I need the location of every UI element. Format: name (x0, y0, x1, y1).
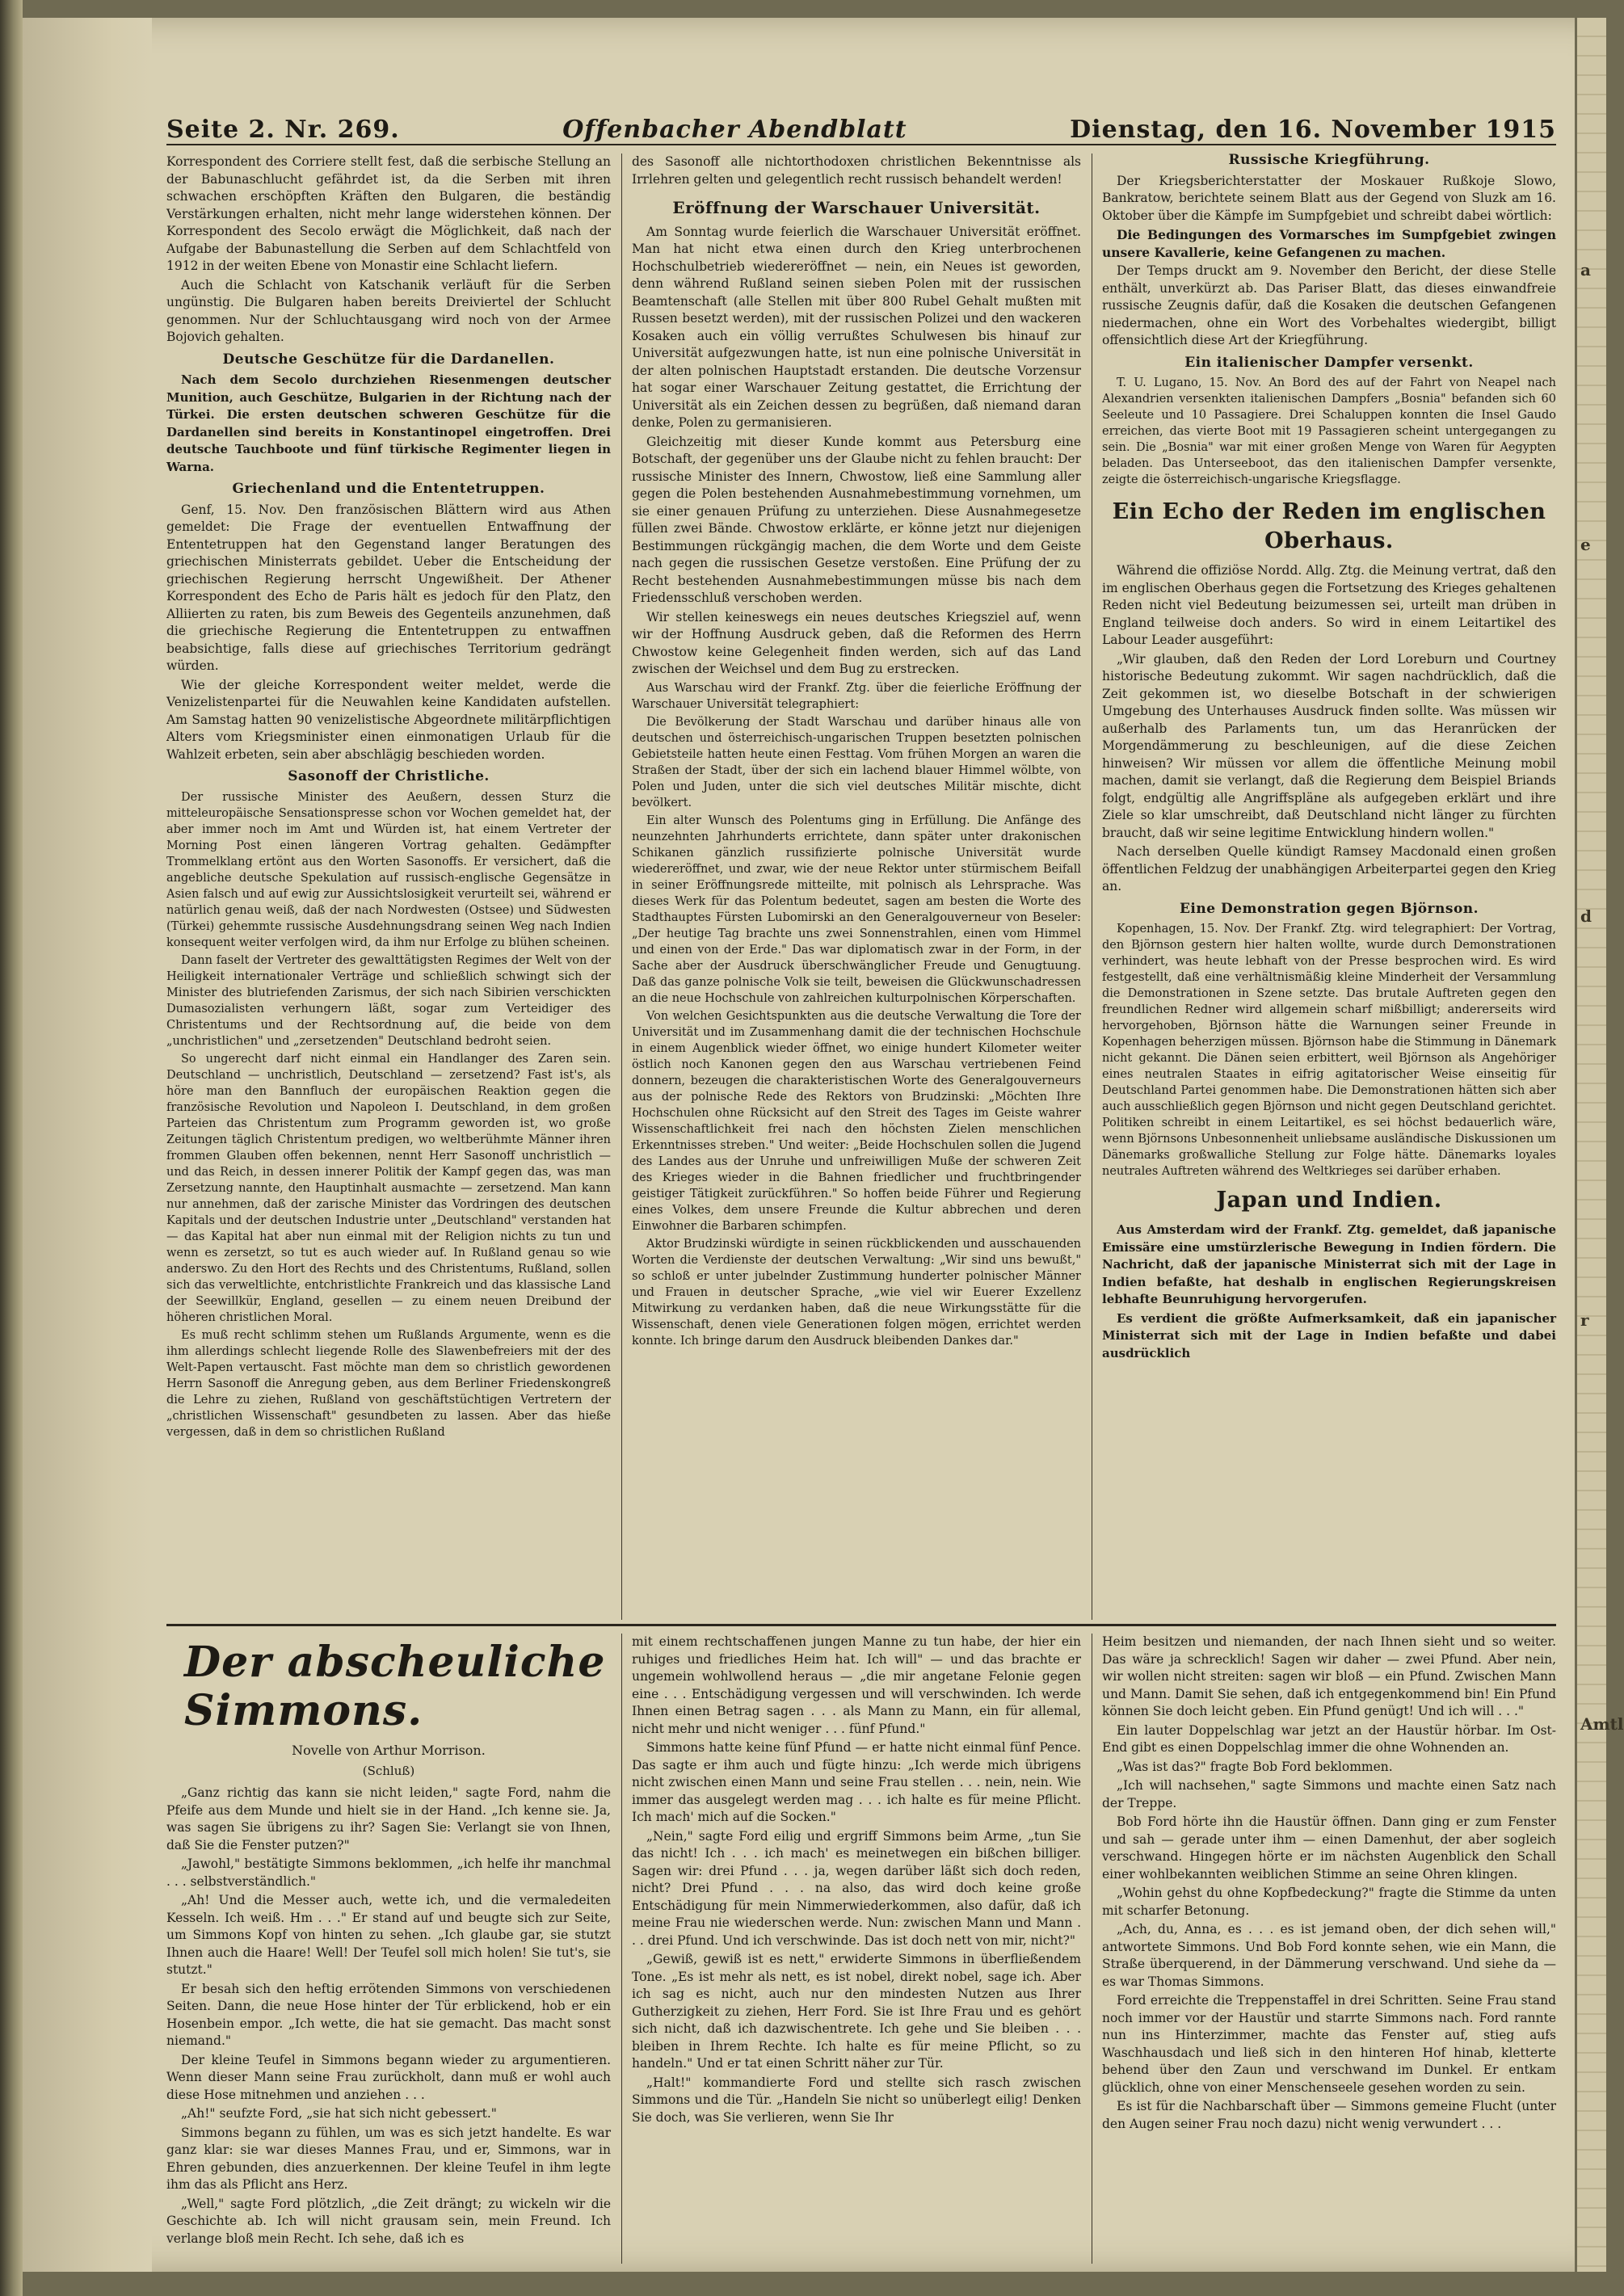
adjacent-page-edge (1575, 18, 1624, 2272)
story-title: Der abscheuliche Simmons. (184, 1638, 606, 1735)
story-paragraph: Heim besitzen und niemanden, der nach Ihnen sieht und so weiter. Das wäre ja schrecklich! Sagen wir daher — zwei Pfund. Aber nein, wir wollen nicht streiten: sagen wir bloß — ein Pfund. Zwischen Mann und Mann. Damit Sie sehen, daß ich entgegenkommend bin! Ein Pfund können Sie doch leicht geben. Ein Pfund genügt! Und ich will . . ." (1102, 1634, 1556, 1718)
story-column-2 (632, 1634, 1081, 2264)
story-paragraph: „Halt!" kommandierte Ford und stellte sich rasch zwischen Simmons und die Tür. „Handeln Sie nicht so unüberlegt eilig! Denken Sie doch, was Sie verlieren, wenn Sie Ihr (632, 2075, 1081, 2125)
story-paragraph: Ford erreichte die Treppenstaffel in drei Schritten. Seine Frau stand noch immer vor der Haustür und starrte Simmons nach. Ford rannte nun ins Hinterzimmer, machte das Fenster auf, stieg aufs Waschhausdach und ließ sich in den hinteren Hof hinab, kletterte behend über den Zaun und verschwand im Dunkel. Er entkam glücklich, ohne von einer Menschenseele gesehen worden zu sein. (1102, 1993, 1556, 2095)
paragraph: Aktor Brudzinski würdigte in seinen rückblickenden und ausschauenden Worten die Verdienste der deutschen Verwaltung: „Wir sind uns bewußt," so schloß er unter jubelnder Zustimmung hunderter polnischer Männer und Frauen in deutscher Sprache, „wie viel wir Euerer Exzellenz Mitwirkung zu verdanken haben, daß die neue Wirkungsstätte für die Wissenschaft, denen viele Generationen folgen mögen, errichtet werden konnte. Ich bringe darum den Ausdruck bleibenden Dankes dar." (632, 1237, 1081, 1348)
article-heading: Eine Demonstration gegen Björnson. (1179, 900, 1479, 917)
column-rule (621, 1634, 622, 2264)
story-paragraph: „Jawohl," bestätigte Simmons beklommen, „ich helfe ihr manchmal . . . selbstverständlich." (166, 1857, 611, 1889)
paragraph: Der Kriegsberichterstatter der Moskauer Rußkoje Slowo, Bankratow, berichtete seinem Blatt aus der Gegend von Sluzk am 16. Oktober über die Kämpfe im Sumpfgebiet und schreibt dabei wörtlich: (1102, 173, 1556, 223)
story-paragraph: „Wohin gehst du ohne Kopfbedeckung?" fragte die Stimme da unten mit scharfer Betonung. (1102, 1886, 1556, 1918)
article-heading: Sasonoff der Christliche. (288, 768, 490, 784)
edge-letter: a (1580, 260, 1591, 280)
article-heading: Russische Kriegführung. (1228, 152, 1430, 168)
story-paragraph: Er besah sich den heftig errötenden Simmons von verschiedenen Seiten. Dann, die neue Hose hinter der Tür erblickend, hob er ein Hosenbein empor. „Ich wette, die hat sie gemacht. Das macht sonst niemand." (166, 1981, 611, 2048)
paragraph: des Sasonoff alle nichtorthodoxen christlichen Bekenntnisse als Irrlehren gelten und gelegentlich recht russisch behandelt werden! (632, 154, 1081, 187)
story-paragraph: „Ah! Und die Messer auch, wette ich, und die vermaledeiten Kesseln. Ich weiß. Hm . . ." Er stand auf und beugte sich zur Seite, um Simmons Kopf von hinten zu sehen. „Ich glaube gar, sie stutzt Ihnen auch die Haare! Well! Der Teufel soll mich holen! Sie tut's, sie stutzt." (166, 1893, 611, 1977)
story-continuation-note: (Schluß) (362, 1763, 415, 1778)
paragraph: Nach derselben Quelle kündigt Ramsey Macdonald einen großen öffentlichen Feldzug der unabhängigen Arbeiterpartei gegen den Krieg an. (1102, 844, 1556, 894)
paragraph: Genf, 15. Nov. Den französischen Blättern wird aus Athen gemeldet: Die Frage der eventuellen Entwaffnung der Ententetruppen hat den Gegenstand langer Beratungen des griechischen Ministerrats gebildet. Ueber die Entscheidung der griechischen Regierung herrscht Ungewißheit. Der Athener Korrespondent des Echo de Paris hält es jedoch für den Platz, den Alliierten zu raten, bis zum Beweis des Gegenteils anzunehmen, daß die griechische Regierung die Ententetruppen zu entwaffnen beabsichtige, falls diese auf griechisches Territorium gedrängt würden. (166, 502, 611, 673)
binding-spine (23, 18, 152, 2272)
article-heading: Japan und Indien. (1216, 1188, 1442, 1213)
article-heading: Deutsche Geschütze für die Dardanellen. (222, 351, 555, 368)
paragraph: Nach dem Secolo durchziehen Riesenmengen deutscher Munition, auch Geschütze, Bulgarien in der Richtung nach der Türkei. Die ersten deutschen schweren Geschütze für die Dardanellen sind bereits in Konstantinopel eingetroffen. Drei deutsche Tauchboote und fünf türkische Regimenter liegen in Warna. (166, 372, 611, 474)
paragraph: Es verdient die größte Aufmerksamkeit, daß ein japanischer Ministerrat sich mit der Lage in Indien befaßte und dabei ausdrücklich (1102, 1310, 1556, 1360)
paragraph: Gleichzeitig mit dieser Kunde kommt aus Petersburg eine Botschaft, der gegenüber uns der Glaube nicht zu fehlen braucht: Der russische Minister des Innern, Chwostow, ließ eine Sammlung aller gegen die Polen bestehenden Ausnahmebestimmung vornehmen, um sie einer genauen Prüfung zu unterziehen. Diese Ausnahmegesetze füllen zwei Bände. Chwostow erklärte, er könne jetzt nur diejenigen Bestimmungen rückgängig machen, die dem Worte und dem Geiste nach gegen die russischen Gesetze verstoßen. Eine Prüfung der zu Recht bestehenden Ausnahmebestimmungen müsse bis nach dem Friedensschluß verschoben werden. (632, 434, 1081, 605)
column-1 (166, 153, 611, 1616)
story-paragraph: „Ich will nachsehen," sagte Simmons und machte einen Satz nach der Treppe. (1102, 1778, 1556, 1810)
paragraph: Wie der gleiche Korrespondent weiter meldet, werde die Venizelistenpartei für die Neuwahlen keine Kandidaten aufstellen. Am Samstag hatten 90 venizelistische Abgeordnete militärpflichtigen Alters vom Kriegsminister einen einmonatigen Urlaub für die Wahlzeit erbeten, sein aber abschlägig beschieden worden. (166, 677, 611, 762)
paragraph: Es muß recht schlimm stehen um Rußlands Argumente, wenn es die ihm allerdings schlecht liegende Rolle des Slawenbefreiers mit der des Welt-Papen vertauscht. Fast möchte man dem so christlich gewordenen Herrn Sasonoff die Anregung geben, aus dem Berliner Friedenskongreß die Lehre zu ziehen, Rußland von geschäftstüchtigen Vertretern der „christlichen Wissenschaft" gesundbeten zu lassen. Aber das hieße vergessen, daß in dem so christlichen Rußland (166, 1328, 611, 1439)
page-header (166, 95, 1556, 145)
story-paragraph: „Nein," sagte Ford eilig und ergriff Simmons beim Arme, „tun Sie das nicht! Ich . . . ich mach' es meinetwegen ein bißchen billiger. Sagen wir: drei Pfund . . . ja, wegen darüber läßt sich doch reden, nicht? Drei Pfund . . . na also, das wird doch keine große Entschädigung für mein Nimmerwiederkommen, also dafür, daß ich meine Frau nie wiederschen werde. Nun: zwischen Mann und Mann . . . drei Pfund. Und ich verschwinde. Das ist doch nett von mir, nicht?" (632, 1828, 1081, 1948)
paragraph: Der Temps druckt am 9. November den Bericht, der diese Stelle enthält, unverkürzt ab. Das Pariser Blatt, das dieses einwandfreie russische Zeugnis dafür, daß die Kosaken die deutschen Gefangenen niedermachen, ohne ein Wort des Vorbehaltes wiedergibt, billigt offensichtlich diese Art der Kriegführung. (1102, 263, 1556, 347)
edge-letter: Amtl (1580, 1714, 1624, 1734)
story-column-1 (166, 1634, 611, 2264)
issue-date: Dienstag, den 16. November 1915 (1070, 116, 1556, 144)
story-byline: Novelle von Arthur Morrison. (292, 1743, 486, 1758)
edge-letter: r (1580, 1310, 1589, 1330)
story-paragraph: „Gewiß, gewiß ist es nett," erwiderte Simmons in überfließendem Tone. „Es ist mehr als nett, es ist nobel, direkt nobel, sage ich. Aber ich sag es nicht, auch nur den mindesten Nutzen aus Ihrer Gutherzigkeit zu ziehen, Herr Ford. Sie ist Ihre Frau und es gehört sich nicht, daß ich dazwischentrete. Ich gehe und Sie bleiben . . . bleiben in Ihrem Rechte. Ich halte es für meine Pflicht, so zu handeln." Und er tat einen Schritt näher zur Tür. (632, 1952, 1081, 2071)
article-heading: Ein italienischer Dampfer versenkt. (1184, 354, 1474, 371)
paragraph: Kopenhagen, 15. Nov. Der Frankf. Ztg. wird telegraphiert: Der Vortrag, den Björnson gestern hier halten wollte, wurde durch Demonstrationen verhindert, was heute lebhaft von der Presse besprochen wird. Es wird festgestellt, daß eine verhältnismäßig kleine Minderheit der Versammlung die Demonstrationen in Szene setzte. Das brutale Auftreten gegen den freundlichen Redner wird allgemein scharf mißbilligt; andererseits wird hervorgehoben, Björnson hätte die Warnungen seiner Freunde in Kopenhagen beherzigen müssen. Björnson habe die Stimmung in Dänemark nicht gekannt. Die Dänen seien erbittert, weil Björnson als Angehöriger eines neutralen Staates in eifrig agitatorischer Weise einseitig für Deutschland Partei genommen habe. Die Demonstrationen hätten sich aber auch ausschließlich gegen Björnson und nicht gegen Deutschland gerichtet. Politiken schreibt in einem Leitartikel, es sei höchst bedauerlich wäre, wenn Björnsons Unbesonnenheit unliebsame ausländische Diskussionen um Dänemarks großwalliche Stellung zur Folge hätte. Dänemarks loyales neutrales Auftreten während des Weltkrieges sei darüber erhaben. (1102, 923, 1556, 1178)
story-paragraph: „Ah!" seufzte Ford, „sie hat sich nicht gebessert." (181, 2106, 497, 2121)
paragraph: Dann faselt der Vertreter des gewalttätigsten Regimes der Welt von der Heiligkeit internationaler Verträge und schließlich schwingt sich der Minister des blutriefenden Zarismus, der sich nach Sibirien verschickten Dumasozialisten verhungern läßt, sogar zum Verteidiger des Christentums und der Rechtsordnung auf, die beide von dem „unchristlichen" und „zersetzenden" Deutschland bedroht seien. (166, 953, 611, 1048)
column-3 (1102, 147, 1556, 1609)
paragraph: Aus Warschau wird der Frankf. Ztg. über die feierliche Eröffnung der Warschauer Universität telegraphiert: (632, 681, 1081, 711)
article-heading: Ein Echo der Reden im englischen Oberhaus. (1112, 499, 1546, 553)
paragraph: Am Sonntag wurde feierlich die Warschauer Universität eröffnet. Man hat nicht etwa einen durch den Krieg unterbrochenen Hochschulbetrieb wiedereröffnet — nein, ein Neues ist geworden, denn während Rußland seinen sieben Polen mit der russischen Beamtenschaft (alle Stellen mit über 800 Rubel Gehalt mußten mit Russen besetzt werden), mit der russischen Polizei und den wackeren Kosaken auch ein völlig verrußtes Schulwesen bis hinauf zur Universität aufgezwungen hatte, ist nun eine polnische Universität in der alten polnischen Hauptstadt erstanden. Die deutsche Vorzensur hat sogar einer Warschauer Zeitung gestattet, die Errichtung der Universität als ein Zeichen dessen zu begrüßen, daß niemand daran denke, Polen zu germanisieren. (632, 224, 1081, 430)
story-paragraph: „Ach, du, Anna, es . . . es ist jemand oben, der dich sehen will," antwortete Simmons. Und Bob Ford konnte sehen, wie ein Mann, die Straße überquerend, in der Dämmerung verschwand. Und siehe da — es war Thomas Simmons. (1102, 1922, 1556, 1989)
story-paragraph: Bob Ford hörte ihn die Haustür öffnen. Dann ging er zum Fenster und sah — gerade unter ihm — einen Damenhut, der aber sogleich verschwand. Hingegen hörte er im nächsten Augenblick den Schall einer wohlbekannten weiblichen Stimme an seine Ohren klingen. (1102, 1815, 1556, 1882)
paragraph: Die Bevölkerung der Stadt Warschau und darüber hinaus alle von deutschen und österreichisch-ungarischen Truppen besetzten polnischen Gebietsteile hatten heute einen Festtag. Vom frühen Morgen an waren die Straßen der Stadt, über der sich ein lachend blauer Himmel wölbte, von Polen und Juden, unter die sich viel deutsches Militär mischte, dicht bevölkert. (632, 715, 1081, 809)
scan-border (0, 0, 23, 2296)
story-paragraph: Es ist für die Nachbarschaft über — Simmons gemeine Flucht (unter den Augen seiner Frau noch dazu) nicht wenig verwundert . . . (1102, 2099, 1556, 2131)
column-rule (621, 153, 622, 1620)
paragraph: Auch die Schlacht von Katschanik verläuft für die Serben ungünstig. Die Bulgaren haben bereits Dreiviertel der Schlucht genommen. Nur der Schluchtausgang wird noch von der Armee Bojovich gehalten. (166, 277, 611, 344)
paragraph: So ungerecht darf nicht einmal ein Handlanger des Zaren sein. Deutschland — unchristlich, Deutschland — zersetzend? Fast ist's, als höre man den Bannfluch der europäischen Reaktion gegen die französische Revolution und Napoleon I. Deutschland, in dem großen Parteien das Christentum zum Programm geworden ist, wo große Zeitungen täglich Christentum predigen, wo weltberühmte Männer ihren frommen Glauben offen bekennen, nennt Herr Sasonoff unchristlich — und das Reich, in dessen innerer Politik der Kampf gegen das, was man Zersetzung nannte, den Hauptinhalt ausmachte — zersetzend. Man kann nur annehmen, daß der zarische Minister das Vordringen des deutschen Kapitals und der deutschen Industrie unter „Deutschland" verstanden hat — das Kapital hat aber nun einmal mit der Religion nichts zu tun und wenn es zersetzt, so tut es auch wieder auf. In Rußland genau so wie anderswo. Zu den Hort des Rechts und des Christentums, Rußland, sollen sich das verweltlichte, entchristlichte Frankreich und das klassische Land der Seewillkür, England, gesellen — zu einem neuen Dreibund der höheren christlichen Moral. (166, 1052, 611, 1324)
paragraph: Ein alter Wunsch des Polentums ging in Erfüllung. Die Anfänge des neunzehnten Jahrhunderts errichtete, dann später unter drakonischen Schikanen gänzlich russifizierte polnische Universität wurde wiedereröffnet, und zwar, wie der neue Rektor unter stürmischem Beifall in seiner Eröffnungsrede mitteilte, mit polnisch als Lehrsprache. Was dieses Werk für das Polentum bedeutet, sagen am besten die Worte des Stadthauptes Fürsten Lubomirski an den Generalgouverneur von Beseler: „Der heutige Tag brachte uns zwei Sonnenstrahlen, einen vom Himmel und einen von der Erde." Das war diplomatisch zwar in der Form, in der Sache aber der Ausdruck überschwänglicher Freude und Genugtuung. Daß das ganze polnische Volk sie teilt, beweisen die Glückwunschadressen an die neue Hochschule von zahlreichen kulturpolnischen Körperschaften. (632, 814, 1081, 1005)
newspaper-page (23, 18, 1624, 2272)
story-paragraph: „Was ist das?" fragte Bob Ford beklommen. (1117, 1759, 1393, 1774)
paragraph: Die Bedingungen des Vormarsches im Sumpfgebiet zwingen unsere Kavallerie, keine Gefangenen zu machen. (1102, 227, 1556, 260)
section-divider (166, 1624, 1556, 1626)
paragraph: Während die offiziöse Nordd. Allg. Ztg. die Meinung vertrat, daß den im englischen Oberhaus gegen die Fortsetzung des Krieges gehaltenen Reden nicht viel Bedeutung beizumessen sei, urteilt man drüben in England teilweise doch anders. So wird in einem Leitartikel des Labour Leader ausgeführt: (1102, 563, 1556, 647)
article-heading: Griechenland und die Ententetruppen. (232, 481, 545, 497)
paragraph: Wir stellen keineswegs ein neues deutsches Kriegsziel auf, wenn wir der Hoffnung Ausdruck geben, daß die Reformen des Herrn Chwostow keine Gelegenheit finden werden, sich auf das Land zwischen der Weichsel und dem Bug zu erstrecken. (632, 609, 1081, 676)
paragraph: „Wir glauben, daß den Reden der Lord Loreburn und Courtney historische Bedeutung zukommt. Wir sagen nachdrücklich, daß die Zeit gekommen ist, wo dieselbe Botschaft in der schwierigen Umgebung des Unterhauses Ausdruck finden sollte. Was müssen wir außerhalb des Parlaments tun, um das Heranrücken der Morgendämmerung zu beschleunigen, auf die diese Zeichen hinweisen? Wir müssen vor allem die öffentliche Meinung mobil machen, damit sie verlangt, daß die Regierung dem Beispiel Briands folgt, endgültig alle Angriffspläne als aufgegeben erklärt und ihre Ziele so klar umschreibt, daß Deutschland nicht länger zu fürchten braucht, daß wir seine legitime Entwicklung hindern wollen." (1102, 651, 1556, 840)
paragraph: Aus Amsterdam wird der Frankf. Ztg. gemeldet, daß japanische Emissäre eine umstürzlerische Bewegung in Indien fördern. Die Nachricht, daß der japanische Ministerrat sich mit der Lage in Indien befaßte, hat deshalb in englischen Regierungskreisen lebhafte Beunruhigung hervorgerufen. (1102, 1222, 1556, 1306)
edge-letter: e (1580, 535, 1591, 554)
paragraph: Von welchen Gesichtspunkten aus die deutsche Verwaltung die Tore der Universität und im Zusammenhang damit die der technischen Hochschule in einem Augenblick wieder öffnet, wo einige hundert Kilometer weiter östlich noch Kanonen gegen den aus Warschau vertriebenen Feind donnern, bezeugen die charakteristischen Worte des Generalgouverneurs aus der polnische Rede des Rektors von Brudzinski: „Möchten Ihre Hochschulen ohne Rücksicht auf den Streit des Tages im Geiste wahrer Wissenschaftlichkeit frei nach den höchsten Zielen menschlichen Erkenntnisses streben." Und weiter: „Beide Hochschulen sollen die Jugend des Landes aus der Unruhe und unfreiwilligen Muße der schweren Zeit des Krieges wieder in die Bahnen friedlicher und fruchtbringender geistiger Tätigkeit zurückführen." So hoffen beide Führer und Regierung eines Volkes, dem unsere Freunde die Kultur abbrechen und deren Einwohner die Barbaren schimpfen. (632, 1009, 1081, 1233)
page-content (166, 95, 1556, 2269)
column-2 (632, 153, 1081, 1616)
paragraph: Der russische Minister des Aeußern, dessen Sturz die mitteleuropäische Sensationspresse schon vor Wochen gemeldet hat, der aber immer noch im Amt und Würden ist, hat einem Vertreter der Morning Post einen längeren Vortrag gehalten. Gedämpfter Trommelklang ertönt aus den Worten Sasonoffs. Er versichert, daß die angebliche deutsche Spekulation auf russisch-englische Gegensätze in Asien falsch und auf ewig zur Aussichtslosigkeit verurteilt sei, während er natürlich genau weiß, daß der nach Nordwesten (Ostsee) und Südwesten (Türkei) gehemmte russische Ausdehnungsdrang seinen Weg nach Indien konsequent weiter verfolgen wird, da ihm nur Erfolge zu blühen scheinen. (166, 790, 611, 949)
edge-letter: d (1580, 906, 1592, 926)
story-column-3 (1102, 1634, 1556, 2264)
paragraph: Korrespondent des Corriere stellt fest, daß die serbische Stellung an der Babunaschlucht gefährdet ist, da die Serben mit ihren schwachen erschöpften Kräften den Bulgaren, die beständig Verstärkungen erhalten, nicht mehr lange widerstehen können. Der Korrespondent des Secolo erwägt die Möglichkeit, daß nach der Aufgabe der Babunastellung die Serben auf dem Schlachtfeld von 1912 in der weiten Ebene von Monastir eine Schlacht liefern. (166, 154, 611, 273)
story-paragraph: „Ganz richtig das kann sie nicht leiden," sagte Ford, nahm die Pfeife aus dem Munde und hielt sie in der Hand. „Ich kenne sie. Ja, was sagen Sie übrigens zu ihr? Sagen Sie: Verlangt sie von Ihnen, daß Sie die Fenster putzen?" (166, 1785, 611, 1852)
story-paragraph: „Well," sagte Ford plötzlich, „die Zeit drängt; zu wickeln wir die Geschichte ab. Ich will nicht grausam sein, mein Freund. Ich verlange bloß mein Recht. Ich sehe, daß ich es (166, 2196, 611, 2246)
page-number: Seite 2. Nr. 269. (166, 116, 400, 144)
story-paragraph: Der kleine Teufel in Simmons begann wieder zu argumentieren. Wenn dieser Mann seine Frau zurückholt, dann muß er wohl auch diese Hose mitnehmen und anziehen . . . (166, 2052, 611, 2102)
paragraph: T. U. Lugano, 15. Nov. An Bord des auf der Fahrt von Neapel nach Alexandrien versenkten italienischen Dampfers „Bosnia" befanden sich 60 Seeleute und 10 Passagiere. Drei Schaluppen konnten die Insel Gaudo erreichen, das vierte Boot mit 19 Passagieren scheint untergegangen zu sein. Die „Bosnia" war mit einer großen Menge von Waren für Aegypten beladen. Das Unterseeboot, das den italienischen Dampfer versenkte, zeigte die österreichisch-ungarische Kriegsflagge. (1102, 376, 1556, 486)
story-paragraph: mit einem rechtschaffenen jungen Manne zu tun habe, der hier ein ruhiges und friedliches Heim hat. Ich will" — und das brachte er ungemein wohlwollend heraus — „die mir angetane Felonie gegen eine . . . Entschädigung vergessen und will verschwinden. Ich werde Ihnen einen Betrag sagen . . . als Mann zu Mann, ein für allemal, nicht mehr und nicht weniger . . . fünf Pfund." (632, 1634, 1081, 1736)
article-heading: Eröffnung der Warschauer Universität. (672, 198, 1041, 217)
story-paragraph: Simmons begann zu fühlen, um was es sich jetzt handelte. Es war ganz klar: sie war dieses Mannes Frau, und er, Simmons, war in Ehren gebunden, dies anzuerkennen. Der kleine Teufel in ihm legte ihm das als Pflicht ans Herz. (166, 2125, 611, 2192)
story-paragraph: Simmons hatte keine fünf Pfund — er hatte nicht einmal fünf Pence. Das sagte er ihm auch und fügte hinzu: „Ich werde mich übrigens nicht zwischen einen Mann und seine Frau stellen . . . nein, nein. Wie immer das ausgelegt werden mag . . . ich halte es für meine Pflicht. Ich mach' mich auf die Socken." (632, 1740, 1081, 1824)
newspaper-name: Offenbacher Abendblatt (562, 116, 907, 144)
story-paragraph: Ein lauter Doppelschlag war jetzt an der Haustür hörbar. Im Ost-End gibt es einen Doppelschlag immer die ohne Wohnenden an. (1102, 1722, 1556, 1755)
